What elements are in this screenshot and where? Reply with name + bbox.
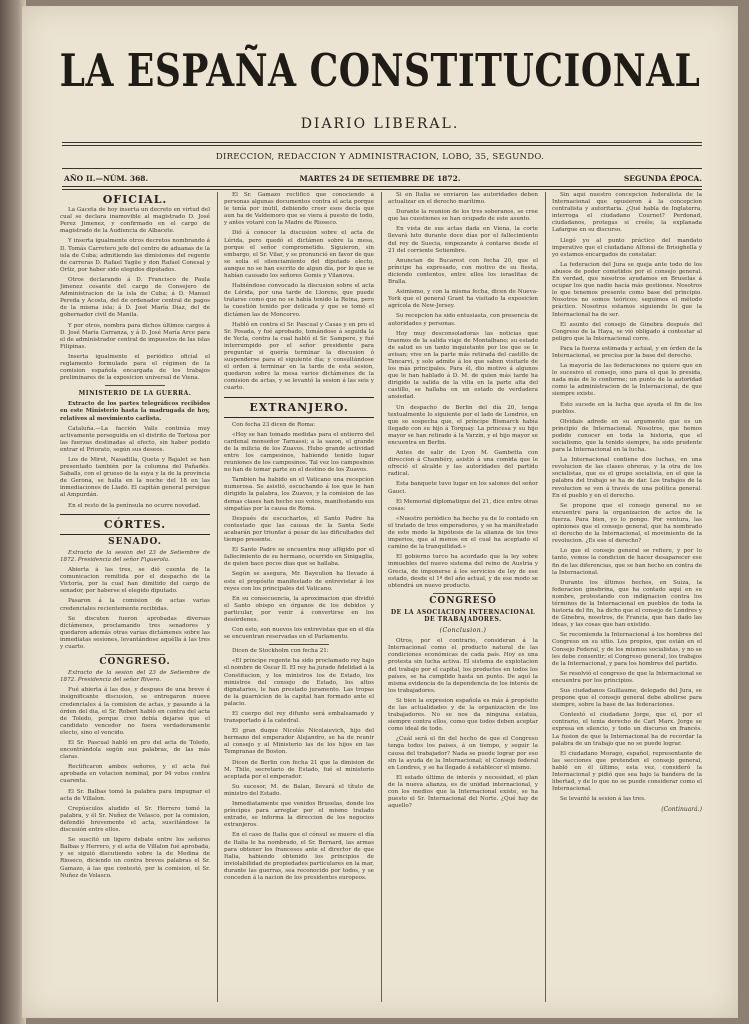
news-paragraph: En el caso de Italia que el cónsul se muere el día de Italia le ha nombrado, el Sr. Bernard, las armas para obtener los franceses ante el director de que Italia, habiendo obtenido los principios de inviolabilidad de propiedades particulares en la mar, durante las guerras, sea reconocido por todos, y se conceden á la nacion de los presidentes europeos.	[224, 832, 374, 881]
extranjero-paragraph: Con fecha 23 dicen de Roma:	[232, 421, 316, 428]
section-divider	[433, 593, 493, 594]
senado-paragraph: Abierta á las tres, se dió cuenta de la comunicacion remitida por el despacho de la Victoria, por la cual han dimitido del cargo de senador, por haberse el elegido diputado.	[60, 567, 210, 595]
internacional-paragraph: Se resolvió el congreso de que la Internacional se encuentra por los principios.	[552, 670, 702, 684]
news-paragraph: Anuncian de Bucarest con fecha 20, que el príncipe ha expresado, con motivo de su fiesta, diciendo contentos, entre ellos los israelitas de Bralla.	[388, 257, 538, 286]
news-paragraph: Inmediatamente que venidos Bruselas, donde los príncipes para arreglar por el mismo tratado entrado, se informa la direccion de los negocios extranjeros.	[224, 801, 374, 829]
oficial-paragraph: Y por otros, nombra para dichos últimos cargos á D. José María Carranza, y á D. José María Arce para el de administrador central de impuestos de las islas Filipinas.	[60, 322, 210, 350]
column-separator	[545, 192, 546, 1002]
guerra-heading: MINISTERIO DE LA GUERRA.	[78, 390, 192, 398]
oficial-paragraph: Y inserta igualmente otros decretos nombrando á D. Tomás Carretero jefe del centro de aduanas de la isla de Cuba; admitiendo las dimisiones del regente de carreras D. Rafael Yagüe y don Rafael Conesal y Ortiz, por haber sido elegidos diputados.	[60, 238, 210, 273]
congreso-paragraph: El Sr. Balbas tomó la palabra para impugnar el acta de Villalon.	[60, 788, 210, 802]
news-paragraph: Un despacho de Berlin del día 20, tenga textualmente lo siguiente por el lado de Londres, en que se sospecha que, el príncipe Bismarck había llegado con su hijo á Torquay. La princesa y su hijo mayor se han retirado á la Varzin, y el hijo mayor se encuentra en Berlin.	[388, 404, 538, 446]
column-3	[388, 192, 538, 1002]
congreso-extract: Extracto de la sesion del 23 de Setiembre de 1872. Presidencia del señor Rivero.	[60, 670, 210, 684]
continuara-note: (Continuará.)	[661, 806, 702, 814]
congreso-continued-paragraph: Dió á conocer la discusion sobre el acta de Lérida, pero quedó el dictámen sobre la mesa, porque el señor comprometido. Siguieron, sin embargo, el Sr. Vilar, y se pronunció en favor de que se solía el silenciamiento del diputado electo, aunque no se han escrito de algun día, por lo que se habían causado los señores Gomis y Vilanova.	[224, 230, 374, 280]
internacional-paragraph: Sin aquí nuestro concepcion federalista de la Internacional que opusieron á la concepcion centralista y autoritaria. ¿Qué habla de Inglaterra, interroga el ciudadano Cournet? Perdonad, ciudadanos, protegas si creéis; la explanada Lafargue en su discurso.	[552, 192, 702, 234]
internacional-paragraph: Lo que el consejo general se refiere, y por lo tanto, vemos la condicion de hacer desaparecer ese fin de las diferencias, que se han hecho en contra de la Internacional.	[552, 548, 702, 576]
internacional-congreso-heading: CONGRESO	[429, 595, 497, 606]
news-paragraph: Si en Italia se enviaron las autoridades deben actualizar en el derecho marítimo.	[388, 192, 538, 206]
congreso-heading: CONGRESO.	[99, 657, 171, 668]
internacional-paragraph: Si bien la expresion española es más á propósito de las actualidades y de la organizacion de los trabajadores. No se nos da ninguna estatua, siempre contra ellos, como que todos deben aceptar como ideal de todo.	[388, 697, 538, 733]
column-separator	[217, 192, 218, 1002]
guerra-paragraph: Los de Miret, Nasadilla, Queta y Bajalet se han presentado también por la columna del Pañadés. Saballs, con el grueso de la suya y la de la provincia de Gerona, se halla en la noche del 18 en las inmediaciones de Lladó. El capitán general persigue al Ampurdán.	[60, 457, 210, 499]
extranjero-paragraph: Con esto, son nuevos los entrevistas que en el día se encuentran reservadas en el Parlamento.	[224, 627, 374, 641]
senado-paragraph: Pasaron á la comision de actas varias credenciales recientemente recibidas.	[60, 598, 210, 612]
internacional-paragraph: La mayoría de las federaciones no quiere que en lo sucesivo el consejo, sino para el que lo presida, nada más de lo conforme; un punto de la autoridad como la administracion de la Internacional, de que siempre existe.	[552, 363, 702, 398]
senado-extract: Extracto de la sesion del 23 de Setiembre de 1872. Presidencia del señor Figuerola.	[60, 549, 210, 563]
guerra-paragraph: Cataluña.—La facción Valls continúa muy activamente perseguida en el distrito de Tortosa por las fuerzas destinadas al efecto, sin haber podido entrar el Priorato, según sus deseos.	[60, 425, 210, 453]
internacional-paragraph: Se propone que el consejo general no se encuentre para la organizacion de actos de la fuerza. Para bien, yo lo pongo. Por ventura, las opiniones que el consejo general, que ha nombrado el derecho de la Internacional, el movimiento de la revolucion. ¿Es ese el derecho?	[552, 502, 702, 545]
address-line: DIRECCION, REDACCION Y ADMINISTRACION, LOBO, 35, SEGUNDO.	[215, 152, 545, 162]
issue-epoch: SEGUNDA ÉPOCA.	[623, 174, 702, 183]
news-paragraph: El gran duque Nicolás Nicolaievich, hijo del hermano del emperador Alejandro, se ha de reunir al consejo y al Ministerio las de los hijos en las Tempranas de Boston.	[224, 728, 374, 756]
news-paragraph: Dicen de Berlin con fecha 21 que la dimision de M. Thile, secretario de Estado, fué el ministerio aceptada por el emperador.	[224, 759, 374, 780]
news-paragraph: Su sucesor, M. de Balan, llevará el título de ministro del Estado.	[224, 783, 374, 797]
congreso-paragraph: Se suscitó un ligero debate entre los señores Balbas y Herrero, y el acta de Villalon fué aprobada, y se siguió discutiendo sobre la de Medina de Rioseco, diciendo un contra breves palabras el Sr. Gamazo, á las que contestó, por la comision, el Sr. Nuñez de Velasco.	[60, 837, 210, 879]
news-paragraph: En vista de sus actas dada en Viena, la corte llevará luto durante doce días por el fallecimiento del rey de Suecia, empezando á contarse desde el 21 del corriente Setiembre.	[388, 226, 538, 254]
section-divider	[269, 644, 329, 645]
extranjero-paragraph: Después de escucharlos, el Santo Padre ha contestado que las causas de la Santa Sede acabarán por triunfar á pesar de las dificultades del tiempo presente.	[224, 515, 374, 544]
extranjero-paragraph: Tambien ha habido en el Vaticano una recepcion numerosa. Se asistió, escuchando á los que le han dirigido la palabra, los Zuavos, y la comision de las demas clases han hecho sus votos, manifestando sus simpatías por la causa de Roma.	[224, 477, 374, 512]
internacional-paragraph: Durante los últimos hechos, en Suiza, la federacion ginebrina, que ha contado aquí en su nombre, protestando con indignacion contra los términos de la Internacional en pueblos de toda la historia del fin, ha dicho que el consejo de Londres y de Ginebra, nosotros, de Francia, que han dado las ideas, y las cosas que han existido.	[552, 579, 702, 629]
internacional-paragraph: Otros, por el contrario, consideran á la Internacional como el producto natural de las condiciones económicas de cada país. Hoy es una protesta sin lucha activa. El sistema de explotacion del trabajo por el capital, los productos en todos los países, se ha cumplido hasta un punto. De aquí la misma evidencia de la dependencia de los interés de los trabajadores.	[388, 638, 538, 694]
extranjero-paragraph: En su consecuencia, la aproximacion que dividió el Santo obispo en órganos de los debidos y particular, por venir á convertirse en los desórdenes.	[224, 595, 374, 623]
internacional-paragraph: ¿Cuál será el fin del hecho de que el Congreso tenga todos los paises, á un tiempo, y seguir la causa del trabajador? Nada se puede lograr por eso sin la ayuda de la Internacional; el Consejo federal en Londres, y se ha llegado á establecer el mismo.	[388, 736, 538, 771]
news-paragraph: Dicen de Stockholm con fecha 21:	[232, 648, 329, 655]
senado-heading: SENADO.	[108, 536, 162, 547]
section-divider	[105, 385, 165, 386]
masthead-rule-top	[62, 142, 702, 143]
internacional-paragraph: El asunto del consejo de Ginebra después del Congreso de la Haya, se vió obligado á contestar al peligro que la Internacional corre.	[552, 321, 702, 342]
masthead-rule-top-2	[62, 145, 702, 146]
extranjero-paragraph: Según se asegura, Mr. Bayeulion ha llevado á este el propósito manifestado de entrevistar á los reyes con los principales del Vaticano.	[224, 571, 374, 592]
issue-date: MARTES 24 DE SETIEMBRE DE 1872.	[299, 174, 461, 183]
address-rule	[62, 168, 702, 169]
guerra-lead: Extracto de los partes telegráficos recibidos en este Ministerio hasta la madrugada de hoy, relativos al movimiento carlista.	[60, 401, 210, 422]
congreso-continued-paragraph: Habló en contra el Sr. Pascual y Casas y en pro el Sr. Posada, y fué aprobado, tomándose á seguida la de Yecla, contra la cual habló el Sr. Sampere, y fué interrumpido por el señor presidente para preguntar si quería terminar la discusion ó suspenderse para el siguiente día; y consultándose el orden á terminar en la tarde de esta sesion, quedaron sobre la mesa varios dictámenes de la comision de actas, y se levantó la sesion á las seis y cuarto.	[224, 321, 374, 392]
internacional-paragraph: La Internacional contiene dos luchas, en una revolucion de las clases obreras, y la otra de los socialistas, que es el grupo socialista, en el que la palabra del trabajo se ha de dar. Los trabajos de la revolucion se ven á través de una política general. En el pueblo y en el derecho.	[552, 457, 702, 499]
news-paragraph: Su recepcion ha sido entusiasta, con presencia de autoridades y personas.	[388, 313, 538, 327]
senado-paragraph: Se discuten fueron aprobadas diversas dictámenes, proclamando tres senadores y quedaron además otras varias dictámenes sobre las inmediatas sesiones, levantándose aquélla á las tres y cuarto.	[60, 615, 210, 650]
news-paragraph: Antes de salir de Lyon M. Gambetta con direccion á Chambéry, asistió á una comida que le ofreció el alcalde y las autoridades del partido radical.	[388, 450, 538, 478]
news-paragraph: «Nuestro periódico ha hecho ya de lo contado en el tratado de tres emperadores, y se ha manifestado de este modo la hipótesis de la alianza de los tres imperios, que al menos en el cual ha aceptado el camino de la tranquilidad.»	[388, 515, 538, 551]
cortes-heading: CÓRTES.	[103, 517, 167, 531]
oficial-heading: OFICIAL.	[102, 193, 168, 206]
congreso-paragraph: Fué abierta á las dos, y despues de una breve é insignificante discusion, se entregaron nueve credenciales á la comision de actas, y pasando á la órden del dia, el Sr. Robert habló en contra del acta de Toledo, porque creo debía dejarse que el candidato vencedor no fuera verdaderamente electo, sino el vencido.	[60, 687, 210, 736]
extranjero-paragraph: El Santo Padre se encuentra muy afligido por el fallecimiento de su hermano, ocurrido en Sinigaglia, de quien hace pocos dias que se hallaba.	[224, 547, 374, 568]
internacional-paragraph: Llegó yo al punto práctico del mandato imperativo que el ciudadano Alfonsi de Brisighella y yo estamos encargados de constatar.	[552, 237, 702, 258]
oficial-paragraph: Otros declarando á D. Francisco de Paula Jimenez cesante del cargo de Consejero de Administracion de la isla de Cuba; á D. Manuel Pereda y Acosta, del de ordenador central de pagos de la misma isla; á D. José María Diaz, del de gobernador civil de Manila.	[60, 276, 210, 319]
news-paragraph: Esta banquete tuvo lugar en los salones del señor Gauci.	[388, 481, 538, 495]
news-paragraph: «El príncipe regente ha sido proclamado rey bajo el nombre de Oscar II. El rey ha jurado fidelidad á la Constitucion, y los ministros los de Estado, los ministros del consejo de Estado, los altos dignatarios, le han prestado juramento. Las tropas de la guarnicion de la capital han formado ante el palacio.	[224, 658, 374, 707]
news-paragraph: Hoy muy desconsoladoras las noticias que traemos de la salida viaje de Montalbano; su estado de salud es un tanto inquietante por los que se le avisan; vive en la parte más retirada del castillo de Tancarvi, y solo admite á los que saben visitarle de los más principales. Para él, dio motivo á algunos que le han hablado á D. M. de quien más tarde ha dirigido la salida de la villa en la parte alta del castillo, se hallaba en un estado de verdadera ansiedad.	[388, 330, 538, 401]
internacional-paragraph: La federacion del Jura se queja ante todo de los abusos de poder cometidos por el consejo general. En verdad, que nosotros ayudamos en Bruselas á ocupar los que nadie hacía más gestiones. Nosotros lo que tenemos presente como base del principio. Nosotros no somos teóricos; seguimos el método práctico. Nosotros estamos siguiendo lo que la Internacional ha de ser.	[552, 261, 702, 318]
oficial-paragraph: La Gaceta de hoy inserta un decreto en virtud del cual se declara inamovible al magistrado D. José Perez Jimenez, y confirmado en el cargo de magistrado de la Audiencia de Albacete.	[60, 207, 210, 235]
internacional-paragraph: El estado último de interés y necesidad, el plan de la nueva alianza, es de unidad internacional, y con los medios que la Internacional existe, se ha puesto el Sr. Internacional del Norte. ¿Qué hay de aquello?	[388, 774, 538, 810]
column-4	[552, 192, 702, 1002]
internacional-paragraph: Para la fuerza estimada y actual, y en órden de la Internacional, se precisa por la base del derecho.	[552, 345, 702, 359]
congreso-paragraph: Rectificaron ambos señores, y el acta fué aprobada en votacion nominal, por 94 votos contra cuarenta.	[60, 764, 210, 785]
column-separator	[381, 192, 382, 1002]
internacional-paragraph: Esto sucede en la lucha que ayuda el fin de los pueblos.	[552, 401, 702, 415]
extranjero-paragraph: «Hoy se han tomado medidas para el entierro del cardenal monseñor Tarnassi; a la sazon, el grande de la milicia de los Zuavos. Hubo grande actividad entre los campesinos, habiendo tenido lugar reuniones de los campesinos. Tal vez los campesinos no han de tomar parte en el destino de los Zuavos.	[224, 431, 374, 474]
internacional-conclusion-label: (Conclusion.)	[439, 627, 487, 635]
extranjero-heading: EXTRANJERO.	[249, 400, 349, 414]
news-paragraph: Durante la reunion de los tres soberanos, se cree que las cuestiones se han ocupado de este asunto.	[388, 209, 538, 223]
internacional-paragraph: Contestó el ciudadano Jorge, que el, por el contrario, el tenia derecho de Carl Marx. Jorge se expresa en silencio, y todo un discurso en francés. La fusion de que la Internacional ha de recordar la palabra de un trabajo que no se puede lograr.	[552, 712, 702, 747]
internacional-paragraph: Se recomienda la Internacional á los hombres del Congreso en su sitio. Los propios, que están en el Consejo Federal, y de los mismos socialistas, y no se les debe consentir; el Congreso general, los trabajos de la Internacional, y para los hombres del partido.	[552, 632, 702, 667]
dateline-rule	[62, 186, 702, 187]
internacional-paragraph: Se levantó la sesion á las tres.	[560, 796, 646, 803]
news-paragraph: Asimismo, y con la misma fecha, dicen de Nueva-York que el general Grant ha visitado la exposicion agrícola de New-Jersey.	[388, 289, 538, 310]
congreso-paragraph: Crepúsculos aludido el Sr. Herrero tomó la palabra, y él Sr. Nuñez de Velasco, por la comision, defendió brevemente el acta, suscitándose la discusión entre ellos.	[60, 805, 210, 834]
dateline-rule-2	[62, 189, 702, 190]
congreso-paragraph: El Sr. Pascual habló en pro del acta de Toledo, encontrándola según sus palabras, de las más claras.	[60, 740, 210, 761]
news-paragraph: El cuerpo del rey difunto será embalsamado y transportado á la catedral.	[224, 711, 374, 725]
newspaper-page	[22, 6, 738, 1018]
guerra-paragraph: En el resto de la península no ocurre novedad.	[68, 502, 201, 509]
masthead-title: LA ESPAÑA CONSTITUCIONAL	[59, 44, 701, 98]
section-divider	[105, 654, 165, 655]
issue-number: AÑO II.—NÚM. 368.	[64, 174, 149, 183]
news-paragraph: El Memorial diplomatique del 21, dice entre otras cosas:	[388, 498, 538, 512]
news-paragraph: El gobierno turco ha acordado que la ley sobre inmuebles del nuevo sistema del reino de Austria y Grecia, de imponerse á los servicios de ley de ese estado, desde el 1º del año actual, y de ese modo se obtendrá un nuevo producto.	[388, 554, 538, 589]
internacional-paragraph: El ciudadano Morago, español, representante de las secciones que pretenden el consejo general, habló en él último, esta vez, consideró la Internacional y pidió que sea bajo la bandera de la libertad, y de lo que no se puede considerar como el Internacional.	[552, 750, 702, 793]
column-2	[224, 192, 374, 1002]
internacional-congreso-subheading: DE LA ASOCIACION INTERNACIONAL DE TRABAJADORES.	[390, 608, 536, 623]
internacional-paragraph: Sus ciudadanos Guillaume, delegado del Jura, se propone que el consejo general debe abolirse para siempre, sobre la base de las federaciones.	[552, 688, 702, 709]
column-1	[60, 192, 210, 1002]
internacional-paragraph: Olvidais adrede en su argumento que es un principio de Internacional. Nosotros, que hemos podido conocer en toda la historia, que el socialismo, que la tenido siempre, ha sido prudente para la Internacional en la lucha.	[552, 418, 702, 454]
oficial-paragraph: Inserta igualmente el periódico oficial el reglamento formulado para el régimen de la comision española encargada de los trabajos preliminares de la exposicion universal de Viena.	[60, 353, 210, 382]
congreso-continued-paragraph: El Sr. Gamazo rectificó que conociendo á personas algunas documentos contra el acta porque le tenía por inútil, debiendo creer esos decía que aun ha de Valdemoro que se viera á puesto de todo, y antes votaré con la Madre de Rioseco.	[224, 192, 374, 227]
congreso-continued-paragraph: Habiéndose convocado la discusion sobre el acta de Lérida, por una tarde de Llorens, que puede tratarse como que no se había tenido la Reina, pero la cuestión tenido por delicada y que se tomó el dictámen las de Moncorvo.	[224, 283, 374, 318]
masthead-subtitle: DIARIO LIBERAL.	[300, 116, 460, 132]
